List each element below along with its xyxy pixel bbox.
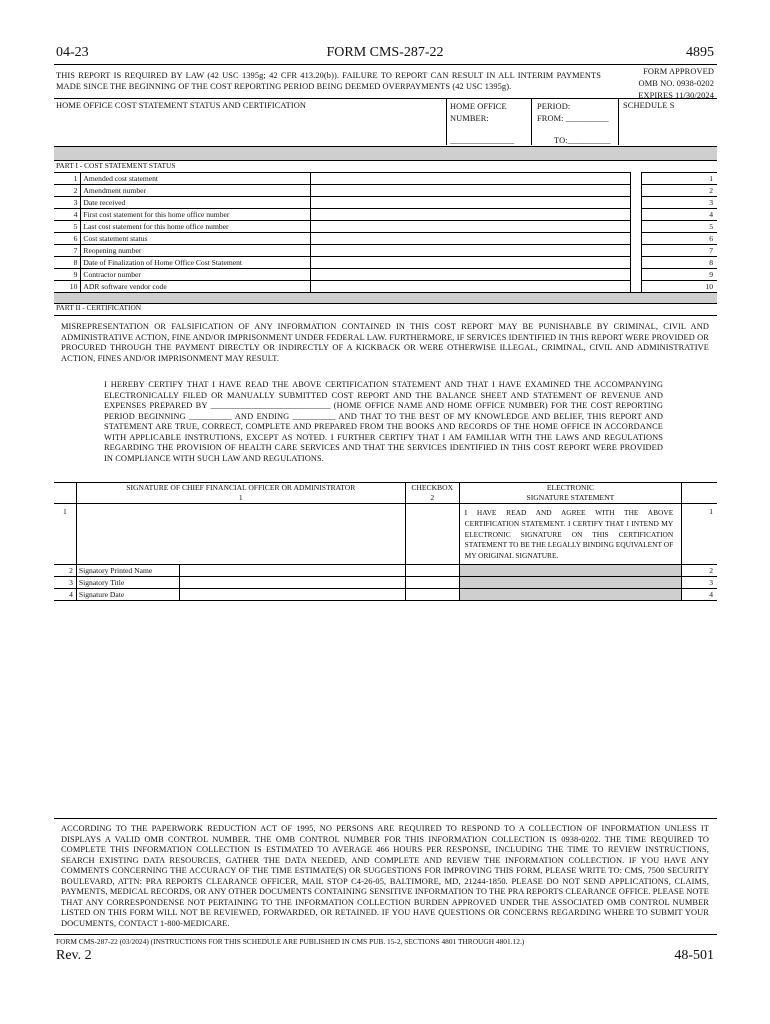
signatory-label: Signature Date (77, 589, 180, 600)
row-number: 3 (54, 576, 76, 588)
line-value-field[interactable] (310, 269, 630, 281)
pra-rule (54, 818, 717, 819)
number-label: NUMBER: (450, 114, 489, 123)
line-number-right: 2 (641, 185, 717, 197)
signatory-row (54, 588, 717, 600)
signatory-field[interactable] (180, 565, 405, 576)
section-band (54, 292, 717, 304)
line-value-field[interactable] (310, 173, 630, 185)
section-band (54, 146, 717, 161)
line-number: 3 (54, 197, 81, 209)
part1-row (54, 209, 717, 221)
line-label: Contractor number (81, 269, 310, 281)
form-footer: FORM CMS-287-22 (03/2024) (INSTRUCTIONS FOR THIS SCHEDULE ARE PUBLISHED IN CMS PUB. 15-2, SECTIONS 4801 THROUGH 4801.12.) (56, 937, 525, 946)
signatory-field[interactable] (180, 589, 405, 600)
statement-header-line1: ELECTRONIC (546, 483, 595, 492)
line-number-right: 9 (641, 269, 717, 281)
line-label: First cost statement for this home office number (81, 209, 310, 221)
line-number: 10 (54, 281, 81, 293)
line-number: 6 (54, 233, 81, 245)
period (537, 101, 611, 147)
signatory-label: Signatory Printed Name (77, 565, 180, 576)
line-label: Amendment number (81, 185, 310, 197)
part1-row (54, 185, 717, 197)
period-to-field[interactable]: TO:__________ (554, 136, 611, 145)
line-value-field[interactable] (310, 257, 630, 269)
line-label: Last cost statement for this home office number (81, 221, 310, 233)
line-number: 2 (54, 185, 81, 197)
line-label: Cost statement status (81, 233, 310, 245)
part2-rule (54, 315, 717, 316)
form-title: HOME OFFICE COST STATEMENT STATUS AND CERTIFICATION (56, 101, 307, 110)
signatory-row (54, 576, 717, 588)
statement-header-line2: SIGNATURE STATEMENT (526, 493, 615, 502)
row-number-right: 1 (682, 504, 717, 565)
line-number-right: 1 (641, 173, 717, 185)
line-number-right: 10 (641, 281, 717, 293)
line-value-field[interactable] (310, 185, 630, 197)
statement-header (459, 483, 682, 504)
part1-row (54, 245, 717, 257)
line-label: Amended cost statement (81, 173, 310, 185)
line-number: 4 (54, 209, 81, 221)
line-number-right: 8 (641, 257, 717, 269)
signature-col-num: 1 (238, 493, 243, 502)
header-rule (54, 64, 717, 65)
line-value-field[interactable] (310, 221, 630, 233)
checkbox-col-num: 2 (430, 493, 435, 502)
legal-notice: THIS REPORT IS REQUIRED BY LAW (42 USC 1395g; 42 CFR 413.20(b)). FAILURE TO REPORT CAN RESULT IN ALL INTERIM PAYMENTS MADE SINCE THE BEGINNING OF THE COST REPORTING PERIOD BEING DEEMED OVERPAYMENTS (42 USC 1395g). (56, 71, 601, 91)
part2-title: PART II - CERTIFICATION (56, 303, 142, 312)
line-value-field[interactable] (310, 233, 630, 245)
home-office-label: HOME OFFICE (450, 102, 507, 111)
home-office-number (450, 101, 514, 147)
line-number-right: 4 (641, 209, 717, 221)
line-number-right: 5 (641, 221, 717, 233)
electronic-signature-statement: I HAVE READ AND AGREE WITH THE ABOVE CERTIFICATION STATEMENT. I CERTIFY THAT I INTEND MY ELECTRONIC SIGNATURE ON THIS CERTIFICATION STATEMENT TO BE THE LEGALLY BINDING EQUIVALENT OF MY ORIGINAL SIGNATURE. (459, 504, 682, 565)
line-label: Date received (81, 197, 310, 209)
omb-approval (600, 66, 714, 102)
signatory-row (54, 564, 717, 576)
line-number-right: 3 (641, 197, 717, 209)
period-label: PERIOD: (537, 102, 571, 111)
part1-row (54, 197, 717, 209)
schedule-label: SCHEDULE S (623, 101, 675, 110)
divider (446, 98, 447, 145)
divider (531, 98, 532, 145)
approval-line-3: EXPIRES 11/30/2024 (638, 91, 714, 100)
approval-line-2: OMB NO. 0938-0202 (638, 79, 714, 88)
line-value-field[interactable] (310, 209, 630, 221)
header-right: 4895 (686, 45, 714, 60)
line-number-right: 6 (641, 233, 717, 245)
part1-row (54, 257, 717, 269)
footer-rule (54, 934, 717, 935)
line-number: 1 (54, 173, 81, 185)
line-number: 7 (54, 245, 81, 257)
period-from-field[interactable]: FROM: __________ (537, 114, 609, 123)
line-number: 9 (54, 269, 81, 281)
row-number: 2 (54, 564, 76, 576)
line-label: Reopening number (81, 245, 310, 257)
warning-text: MISREPRESENTATION OR FALSIFICATION OF ANY INFORMATION CONTAINED IN THIS COST REPORT MAY BE PUNISHABLE BY CRIMINAL, CIVIL AND ADMINISTRATIVE ACTION, FINE AND/OR IMPRISONMENT UNDER FEDERAL LAW. FURTHERMORE, IF SERVICES IDENTIFIED IN THIS REPORT WERE PROVIDED OR PROCURED THROUGH THE PAYMENT DIRECTLY OR INDIRECTLY OF A KICKBACK OR WERE OTHERWISE ILLEGAL, CRIMINAL, CIVIL AND ADMINISTRATIVE ACTION, FINES AND/OR IMPRISONMENT MAY RESULT. (61, 322, 709, 363)
line-label: ADR software vendor code (81, 281, 310, 293)
signatory-field[interactable] (180, 577, 405, 588)
divider (618, 98, 619, 145)
row-number-right: 4 (682, 588, 717, 600)
line-number: 8 (54, 257, 81, 269)
part1-row (54, 269, 717, 281)
signature-checkbox[interactable] (405, 504, 459, 565)
row-number: 1 (54, 504, 76, 565)
signature-field[interactable] (76, 504, 405, 565)
checkbox-header (405, 483, 459, 504)
certification-text: I HEREBY CERTIFY THAT I HAVE READ THE ABOVE CERTIFICATION STATEMENT AND THAT I HAVE EXAMINED THE ACCOMPANYING ELECTRONICALLY FILED OR MANUALLY SUBMITTED COST REPORT AND THE BALANCE SHEET AND STATEMENT OF REVENUE AND EXPENSES PREPARED BY ____________________________ (HOME OFFICE NAME AND HOME OFFICE NUMBER) FOR THE COST REPORTING PERIOD BEGINNING __________ AND ENDING __________ AND THAT TO THE BEST OF MY KNOWLEDGE AND BELIEF, THIS REPORT AND STATEMENT ARE TRUE, CORRECT, COMPLETE AND PREPARED FROM THE BOOKS AND RECORDS OF THE HOME OFFICE IN ACCORDANCE WITH APPLICABLE INSTRUTIONS, EXCEPT AS NOTED. I FURTHER CERTIFY THAT I AM FAMILIAR WITH THE LAWS AND REGULATIONS REGARDING THE PROVISION OF HEALTH CARE SERVICES AND THAT THE SERVICES IDENTIFIED IN THIS COST REPORT WERE PROVIDED IN COMPLIANCE WITH SUCH LAW AND REGULATIONS. (104, 380, 663, 463)
checkbox-header-text: CHECKBOX (411, 483, 454, 492)
number-field[interactable]: _______________ (450, 136, 515, 145)
row-number: 4 (54, 588, 76, 600)
part1-row (54, 233, 717, 245)
line-number-right: 7 (641, 245, 717, 257)
part1-title: PART I - COST STATEMENT STATUS (56, 161, 176, 170)
row-number-right: 2 (682, 564, 717, 576)
paperwork-reduction-act: ACCORDING TO THE PAPERWORK REDUCTION ACT OF 1995, NO PERSONS ARE REQUIRED TO RESPOND TO A COLLECTION OF INFORMATION UNLESS IT DISPLAYS A VALID OMB CONTROL NUMBER. THE OMB CONTROL NUMBER FOR THIS INFORMATION COLLECTION IS 0938-0202. THE TIME REQUIRED TO COMPLETE THIS INFORMATION COLLECTION IS ESTIMATED TO AVERAGE 466 HOURS PER RESPONSE, INCLUDING THE TIME TO REVIEW INSTRUCTIONS, SEARCH EXISTING DATA RESOURCES, GATHER THE DATA NEEDED, AND COMPLETE AND REVIEW THE INFORMATION COLLECTION. IF YOU HAVE ANY COMMENTS CONCERNING THE ACCURACY OF THE TIME ESTIMATE(S) OR SUGGESTIONS FOR IMPROVING THIS FORM, PLEASE WRITE TO: CMS, 7500 SECURITY BOULEVARD, ATTN: PRA REPORTS CLEARANCE OFFICER, MAIL STOP C4-26-05, BALTIMORE, MD, 21244-1850. PLEASE DO NOT SEND APPLICATIONS, CLAIMS, PAYMENTS, MEDICAL RECORDS, OR ANY OTHER DOCUMENTS CONTAINING SENSITIVE INFORMATION TO THE PRA REPORTS CLEARANCE OFFICE. PLEASE NOTE THAT ANY CORRESPONDENSE NOT PERTAINING TO THE INFORMATION COLLECTION BURDEN APPROVED UNDER THE ASSOCIATED OMB CONTROL NUMBER LISTED ON THIS FORM WILL NOT BE REVIEWED, FORWARDED, OR RETAINED. IF YOU HAVE QUESTIONS OR CONCERNS REGARDING WHERE TO SUBMIT YOUR DOCUMENTS, CONTACT 1-800-MEDICARE. (61, 824, 709, 928)
line-value-field[interactable] (310, 197, 630, 209)
part1-row (54, 281, 717, 293)
revision: Rev. 2 (56, 948, 92, 963)
signature-table (54, 482, 717, 601)
line-value-field[interactable] (310, 245, 630, 257)
approval-line-1: FORM APPROVED (643, 67, 714, 76)
part1-row (54, 221, 717, 233)
header-left: 04-23 (56, 45, 89, 60)
signature-header-text: SIGNATURE OF CHIEF FINANCIAL OFFICER OR ADMINISTRATOR (126, 483, 356, 492)
row-number-right: 3 (682, 576, 717, 588)
page-number: 48-501 (674, 948, 714, 963)
part1-row (54, 173, 717, 185)
form-number: FORM CMS-287-22 (326, 45, 444, 60)
signatory-label: Signatory Title (77, 577, 180, 588)
line-number: 5 (54, 221, 81, 233)
line-label: Date of Finalization of Home Office Cost Statement (81, 257, 310, 269)
part1-table (54, 172, 717, 293)
line-value-field[interactable] (310, 281, 630, 293)
signature-header (76, 483, 405, 504)
